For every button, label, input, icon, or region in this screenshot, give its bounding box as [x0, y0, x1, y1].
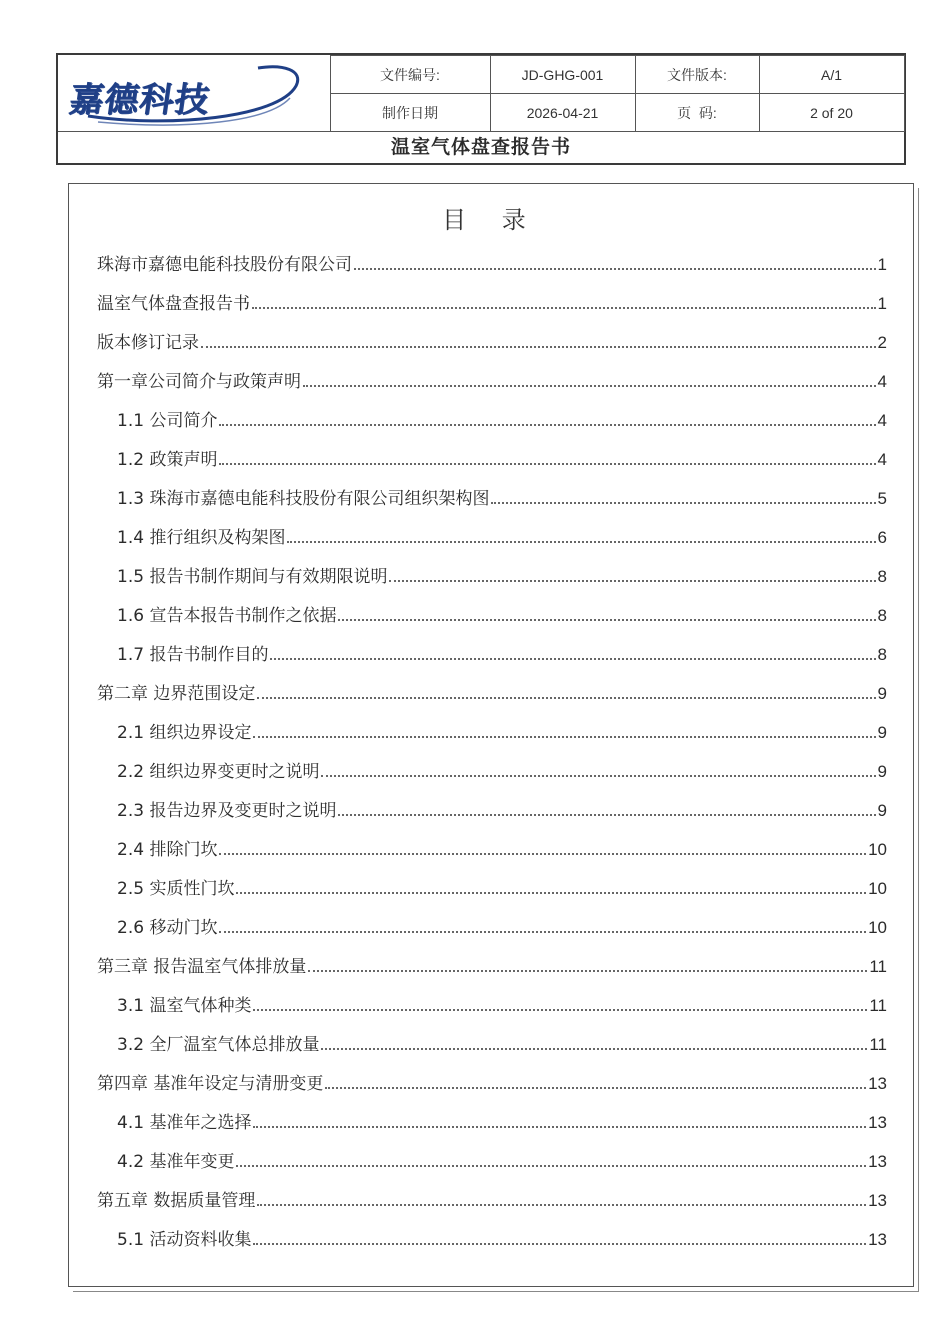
toc-leader-dots: [219, 463, 875, 465]
toc-entry-page: 8: [877, 606, 887, 625]
toc-entry-page: 4: [877, 450, 887, 469]
toc-entry-page: 6: [877, 528, 887, 547]
toc-leader-dots: [354, 268, 876, 270]
toc-entry-label: 1.3 珠海市嘉德电能科技股份有限公司组织架构图: [117, 489, 490, 509]
toc-entry-label: 3.2 全厂温室气体总排放量: [117, 1035, 320, 1055]
toc-entry[interactable]: [97, 796, 887, 835]
toc-entry-label: 2.4 排除门坎: [117, 840, 218, 860]
page-value: 2 of 20: [759, 94, 904, 132]
toc-entry-page: 11: [869, 996, 887, 1015]
toc-entry[interactable]: [97, 1108, 887, 1147]
logo-text: 嘉德科技: [66, 80, 213, 121]
toc-entry-page: 9: [877, 801, 887, 820]
toc-leader-dots: [236, 892, 866, 894]
toc-entry[interactable]: [97, 445, 887, 484]
version-label: 文件版本:: [635, 56, 759, 94]
toc-entry-label: 2.3 报告边界及变更时之说明: [117, 801, 337, 821]
toc-leader-dots: [253, 736, 875, 738]
toc-leader-dots: [253, 1009, 867, 1011]
toc-leader-dots: [325, 1087, 866, 1089]
doc-no-label: 文件编号:: [330, 56, 490, 94]
toc-leader-dots: [253, 1243, 866, 1245]
toc-entry-page: 5: [877, 489, 887, 508]
toc-leader-dots: [287, 541, 875, 543]
toc-entry-label: 1.2 政策声明: [117, 450, 218, 470]
toc-entry-label: 版本修订记录: [97, 333, 199, 353]
toc-leader-dots: [303, 385, 876, 387]
document-header: [56, 53, 906, 165]
toc-leader-dots: [389, 580, 875, 582]
toc-entry-label: 2.6 移动门坎: [117, 918, 218, 938]
toc-entry-label: 第一章公司简介与政策声明: [97, 372, 301, 392]
toc-entry[interactable]: [97, 952, 887, 991]
toc-leader-dots: [270, 658, 875, 660]
toc-entry-label: 5.1 活动资料收集: [117, 1230, 252, 1250]
toc-entry-label: 第二章 边界范围设定: [97, 684, 256, 704]
toc-entry[interactable]: [97, 1069, 887, 1108]
toc-leader-dots: [338, 619, 875, 621]
toc-entry[interactable]: [97, 367, 887, 406]
toc-entry[interactable]: [97, 1186, 887, 1225]
toc-entry-page: 9: [877, 723, 887, 742]
toc-entry[interactable]: [97, 991, 887, 1030]
toc-entry-page: 13: [868, 1191, 887, 1210]
toc-entry[interactable]: [97, 835, 887, 874]
toc-entry[interactable]: [97, 757, 887, 796]
toc-entry-label: 1.7 报告书制作目的: [117, 645, 269, 665]
toc-leader-dots: [338, 814, 875, 816]
toc-leader-dots: [257, 697, 875, 699]
toc-leader-dots: [321, 1048, 867, 1050]
toc-entry-page: 11: [869, 957, 887, 976]
toc-entry-label: 4.1 基准年之选择: [117, 1113, 252, 1133]
toc-leader-dots: [219, 931, 866, 933]
toc-entry[interactable]: [97, 406, 887, 445]
toc-entry-page: 4: [877, 411, 887, 430]
toc-entry-label: 4.2 基准年变更: [117, 1152, 235, 1172]
toc-entry-page: 1: [877, 255, 887, 274]
toc-leader-dots: [257, 1204, 866, 1206]
toc-leader-dots: [219, 424, 875, 426]
toc-entry-page: 9: [877, 684, 887, 703]
toc-entry[interactable]: [97, 679, 887, 718]
toc-leader-dots: [252, 307, 876, 309]
toc-entry-page: 1: [877, 294, 887, 313]
toc-entry-label: 第四章 基准年设定与清册变更: [97, 1074, 324, 1094]
toc-entry-page: 13: [868, 1230, 887, 1249]
toc-entry-page: 13: [868, 1074, 887, 1093]
toc-entry-page: 13: [868, 1152, 887, 1171]
toc-entry[interactable]: [97, 718, 887, 757]
date-value: 2026-04-21: [490, 94, 635, 132]
toc-entry-page: 4: [877, 372, 887, 391]
version-value: A/1: [759, 56, 904, 94]
toc-leader-dots: [236, 1165, 866, 1167]
toc-entry-label: 2.2 组织边界变更时之说明: [117, 762, 320, 782]
toc-entry-page: 13: [868, 1113, 887, 1132]
toc-entry-label: 1.4 推行组织及构架图: [117, 528, 286, 548]
toc-leader-dots: [253, 1126, 866, 1128]
toc-entry-label: 3.1 温室气体种类: [117, 996, 252, 1016]
toc-entry[interactable]: [97, 1030, 887, 1069]
toc-leader-dots: [321, 775, 875, 777]
toc-entry-page: 10: [868, 879, 887, 898]
header-info-table: [58, 55, 905, 132]
date-label: 制作日期: [330, 94, 490, 132]
toc-entry-label: 2.1 组织边界设定: [117, 723, 252, 743]
report-title: 温室气体盘查报告书: [58, 131, 904, 163]
toc-entry-label: 1.5 报告书制作期间与有效期限说明: [117, 567, 388, 587]
toc-entry[interactable]: [97, 640, 887, 679]
toc-entry[interactable]: [97, 484, 887, 523]
toc-heading: 目 录: [442, 206, 540, 234]
company-logo: [58, 56, 318, 130]
toc-entry[interactable]: [97, 601, 887, 640]
toc-entry[interactable]: [97, 1147, 887, 1186]
toc-entry-page: 11: [869, 1035, 887, 1054]
toc-entry-label: 珠海市嘉德电能科技股份有限公司: [97, 255, 352, 275]
toc-entry[interactable]: [97, 874, 887, 913]
doc-no-value: JD-GHG-001: [490, 56, 635, 94]
toc-entry-page: 8: [877, 567, 887, 586]
toc-leader-dots: [491, 502, 875, 504]
toc-entry-page: 10: [868, 918, 887, 937]
page-label: 页 码:: [635, 94, 759, 132]
toc-entry[interactable]: [97, 562, 887, 601]
toc-entry[interactable]: [97, 289, 887, 328]
toc-entry-page: 2: [877, 333, 887, 352]
toc-list: [97, 250, 887, 1264]
logo-cell: [58, 56, 330, 132]
toc-entry[interactable]: [97, 913, 887, 952]
toc-entry-label: 温室气体盘查报告书: [97, 294, 250, 314]
toc-entry-label: 1.6 宣告本报告书制作之依据: [117, 606, 337, 626]
toc-entry-page: 10: [868, 840, 887, 859]
toc-entry-label: 1.1 公司简介: [117, 411, 218, 431]
toc-frame: [68, 183, 914, 1287]
toc-entry-label: 2.5 实质性门坎: [117, 879, 235, 899]
toc-entry-page: 9: [877, 762, 887, 781]
toc-leader-dots: [308, 970, 867, 972]
toc-entry-label: 第五章 数据质量管理: [97, 1191, 256, 1211]
toc-leader-dots: [201, 346, 876, 348]
toc-leader-dots: [219, 853, 866, 855]
toc-entry-page: 8: [877, 645, 887, 664]
toc-entry-label: 第三章 报告温室气体排放量: [97, 957, 307, 977]
toc-entry[interactable]: [97, 523, 887, 562]
toc-entry[interactable]: [97, 250, 887, 289]
toc-entry[interactable]: [97, 1225, 887, 1264]
toc-entry[interactable]: [97, 328, 887, 367]
